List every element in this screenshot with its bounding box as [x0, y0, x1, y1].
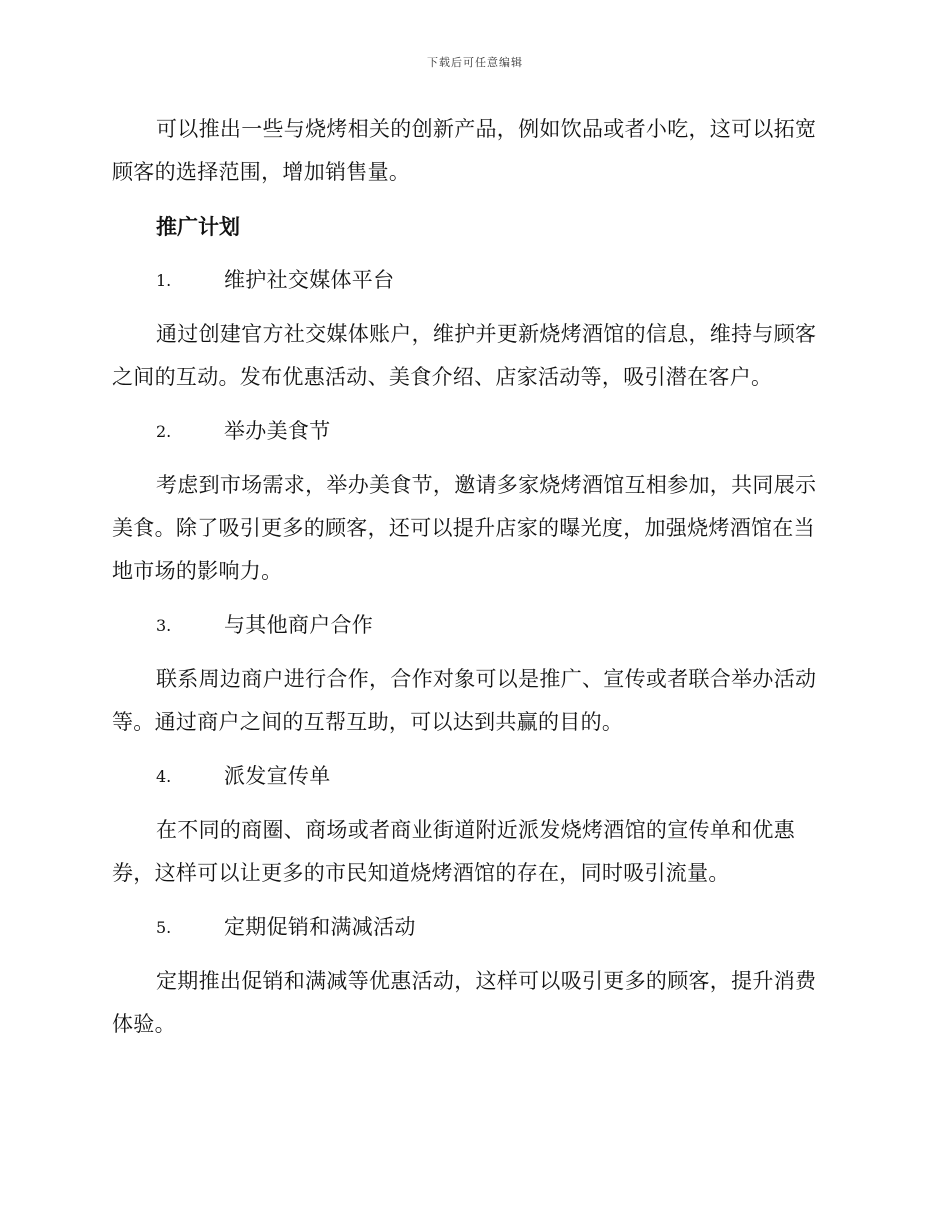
list-item-heading: [156, 259, 832, 302]
list-item-number: 4.: [156, 767, 172, 786]
list-item-body: 联系周边商户进行合作，合作对象可以是推广、宣传或者联合举办活动等。通过商户之间的互帮互助，可以达到共赢的目的。: [112, 667, 817, 734]
list-item-title: 举办美食节: [224, 419, 331, 443]
list-item-body: 定期推出促销和满减等优惠活动，这样可以吸引更多的顾客，提升消费体验。: [112, 969, 817, 1036]
section-title: 推广计划: [156, 214, 240, 239]
list-item-number: 2.: [156, 422, 172, 441]
list-item-body: 考虑到市场需求，举办美食节，邀请多家烧烤酒馆互相参加，共同展示美食。除了吸引更多的顾客，还可以提升店家的曝光度，加强烧烤酒馆在当地市场的影响力。: [112, 473, 817, 583]
list-item-heading: [156, 906, 832, 949]
page-header-note: 下载后可任意编辑: [427, 56, 523, 69]
list-item-title: 与其他商户合作: [224, 613, 374, 637]
list-item-number: 5.: [156, 918, 172, 937]
list-item-title: 维护社交媒体平台: [224, 268, 395, 292]
list-item-title: 定期促销和满减活动: [224, 915, 416, 939]
intro-paragraph: 可以推出一些与烧烤相关的创新产品，例如饮品或者小吃，这可以拓宽顾客的选择范围，增加销售量。: [112, 117, 817, 184]
document-body: [112, 108, 832, 1057]
list-item-body: 通过创建官方社交媒体账户，维护并更新烧烤酒馆的信息，维持与顾客之间的互动。发布优惠活动、美食介绍、店家活动等，吸引潜在客户。: [112, 322, 817, 389]
list-item-number: 3.: [156, 616, 172, 635]
list-item-heading: [156, 604, 832, 647]
list-item-body: 在不同的商圈、商场或者商业街道附近派发烧烤酒馆的宣传单和优惠券，这样可以让更多的市民知道烧烤酒馆的存在，同时吸引流量。: [112, 818, 795, 885]
list-item-number: 1.: [156, 271, 172, 290]
list-item-heading: [156, 410, 832, 453]
list-item-title: 派发宣传单: [224, 764, 331, 788]
list-item-heading: [156, 755, 832, 798]
